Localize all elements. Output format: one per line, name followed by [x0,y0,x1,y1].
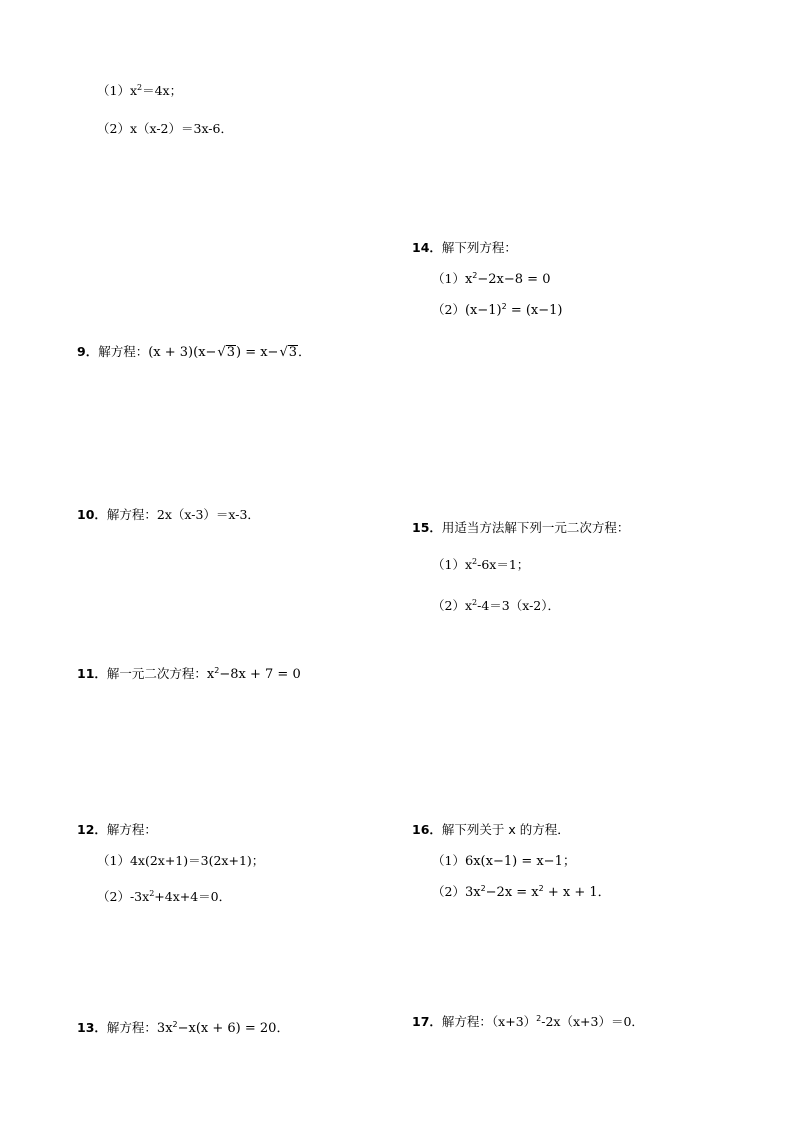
question-10: 10．解方程：2x（x-3）＝x-3． [77,507,260,522]
question-number: 9． [77,344,99,359]
question-14-part-1: $(1)x^2-2x-8 = 0$ [432,271,551,287]
question-15 [412,519,629,537]
top-part-2: （2）x（x-2）＝3x-6． [97,121,233,136]
question-16-part-2: $(2)3x^2-2x = x^2 + x + 1$． [432,884,611,900]
question-number: 16． [412,822,442,837]
question-15-part-1: $(1)x^2-6x=1$； [432,557,530,572]
question-12-part-1: （1）4x(2x+1)＝3(2x+1)； [97,853,265,868]
question-number: 11． [77,666,107,681]
question-number: 15． [412,520,442,535]
question-title: 解下列关于 x 的方程． [441,822,570,837]
question-number: 17． [412,1014,442,1029]
question-title: 解方程： [441,1014,492,1029]
question-17: 17．解方程：$(x+3)^2-2x(x+3)=0$． [412,1014,644,1029]
question-9: 9．解方程：(x + 3)(x−√3) = x−√3． [77,344,312,360]
question-title: 解方程： [106,822,157,837]
question-title: 解方程： [98,344,149,359]
question-12 [77,821,157,839]
question-16-part-1: （1）6x(x−1) = x−1； [432,853,576,869]
question-title: 解方程： [106,1020,157,1035]
question-11: 11．解一元二次方程：$x^2-8x + 7 = 0$ [77,666,301,682]
question-number: 10． [77,507,107,522]
question-title: 解一元二次方程： [106,666,207,681]
radical: 3 [288,345,298,360]
radical: 3 [226,345,235,360]
question-12-part-2: $(2)-3x^2+4x+4=0$． [97,889,232,904]
question-title: 解下列方程： [441,240,517,255]
question-number: 12． [77,822,107,837]
question-number: 13． [77,1020,107,1035]
question-number: 14． [412,240,442,255]
question-title: 用适当方法解下列一元二次方程： [441,520,630,535]
question-13: 13．解方程：$3x^2-x(x + 6) = 20$． [77,1020,290,1036]
top-part-1: $(1)x^2=4x$； [97,83,183,98]
question-14-part-2: $(2)(x-1)^2 = (x-1)$ [432,302,563,318]
question-15-part-2: $(2)x^2-4=3(x-2)$． [432,598,560,613]
question-16 [412,821,570,839]
question-title: 解方程： [106,507,157,522]
question-14 [412,239,517,257]
